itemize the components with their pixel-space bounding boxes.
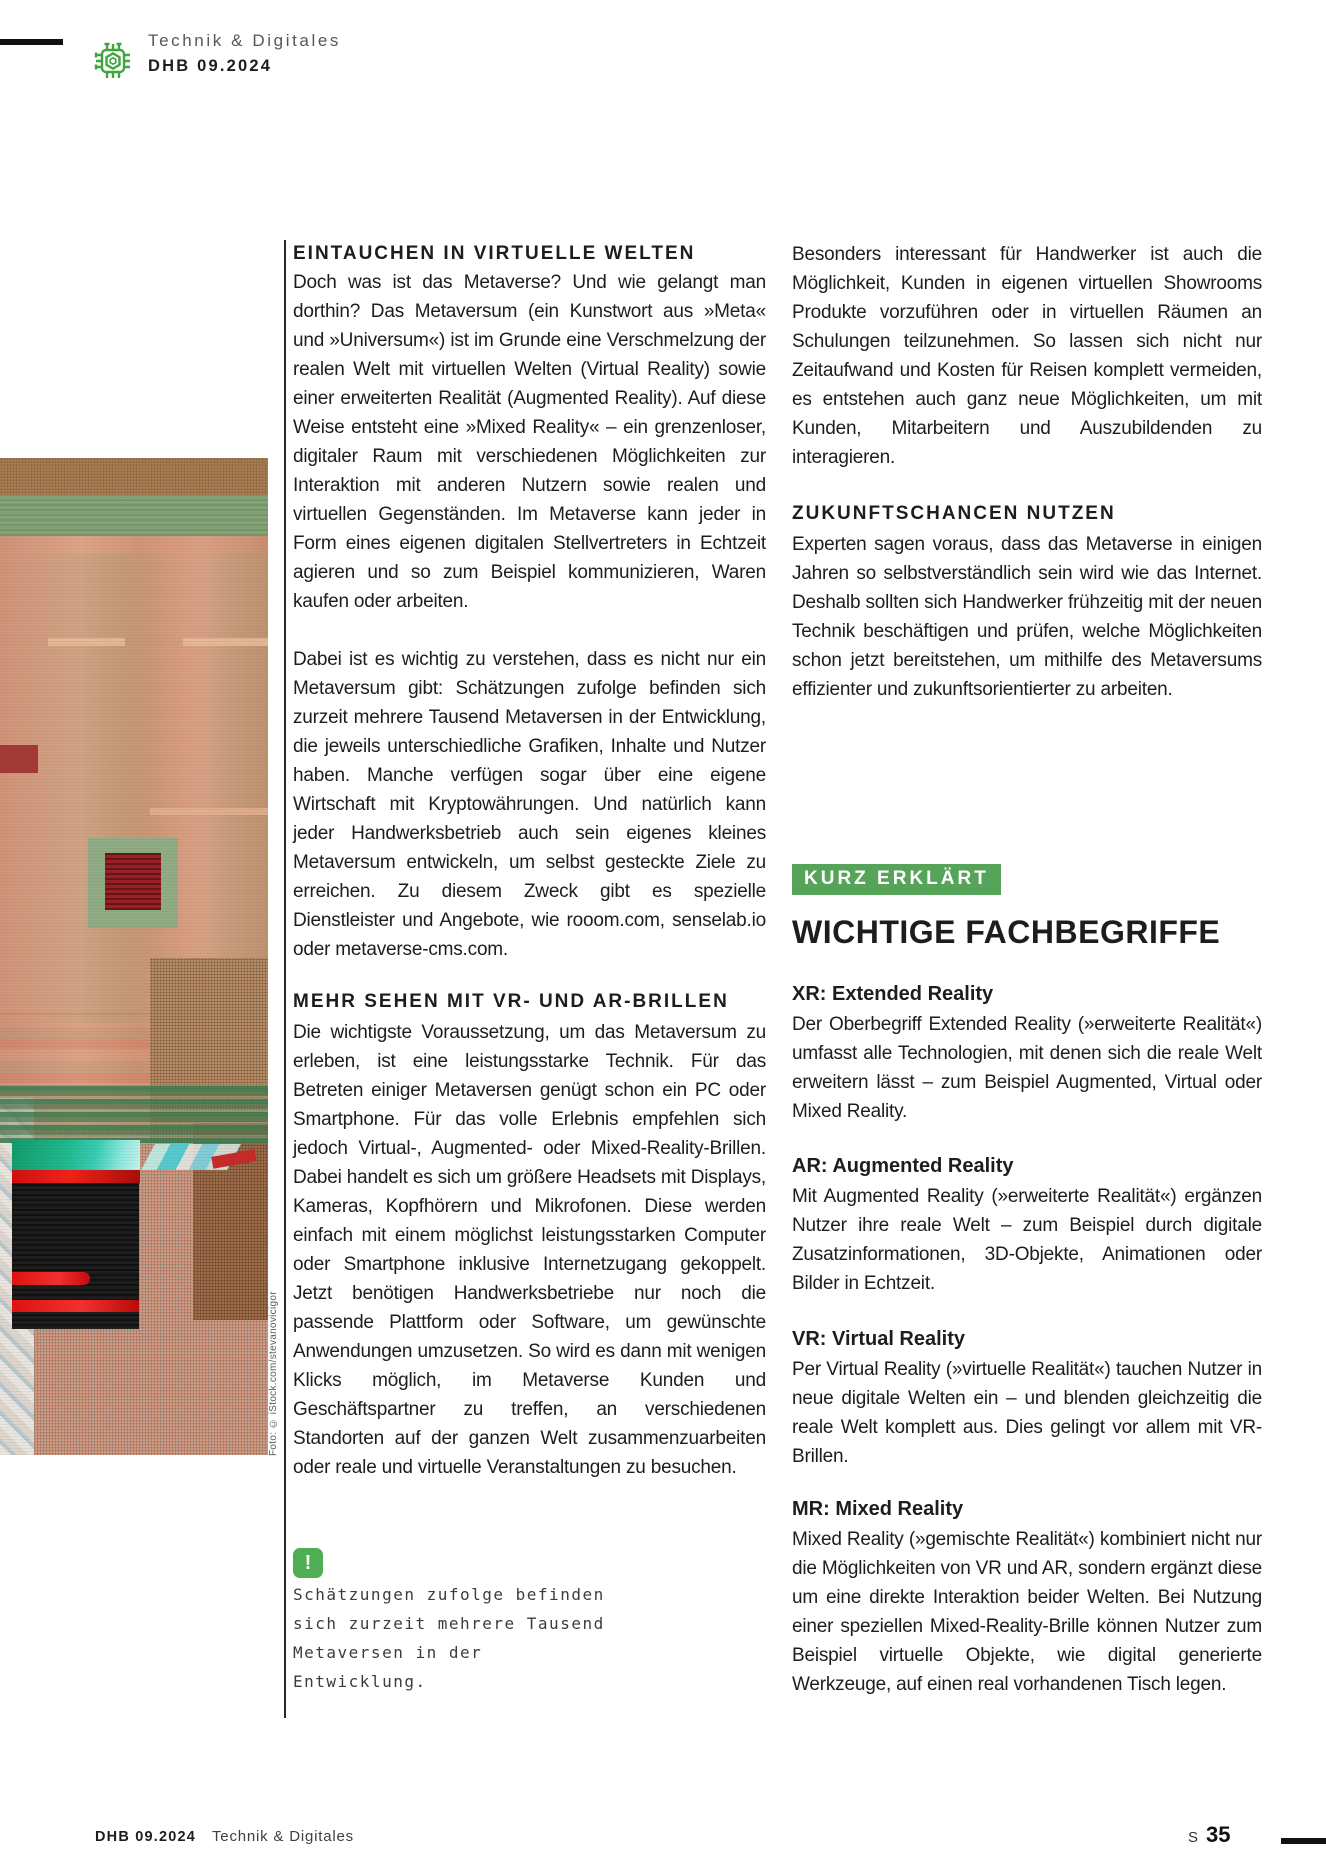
term-body-ar: Mit Augmented Reality (»erweiterte Realität«) ergänzen Nutzer ihre reale Welt – zum Beispiel durch digitale Zusatzinformationen, 3D-Objekte, Animationen oder Bilder in Echtzeit.: [792, 1186, 1262, 1294]
paragraph-vr-ar-brillen: Die wichtigste Voraussetzung, um das Metaversum zu erleben, ist eine leistungsstarke Technik. Für das Betreten einiger Metaversen genügt schon ein PC oder Smartphone. Für das volle Erlebnis empfehlen sich jedoch Virtual-, Augmented- oder Mixed-Reality-Brillen. Dabei handelt es sich um größere Headsets mit Displays, Kameras, Kopfhörern und Mikrofonen. Diese werden einfach mit einem möglichst leistungsstarken Computer oder Smartphone inklusive Internetzugang gekoppelt. Jetzt benötigen Handwerksbetriebe nur noch die passende Plattform oder Software, um gewünschte Anwendungen umzusetzen. So wird es dann mit wenigen Klicks möglich, im Metaverse Kunden und Geschäftspartner zu treffen, an verschiedenen Standorten auf der ganzen Welt zusammenzuarbeiten oder reale und virtuelle Veranstaltungen zu besuchen.: [293, 1022, 766, 1478]
paragraph-experten: Experten sagen voraus, dass das Metaverse in einigen Jahren so selbstverständlich sein wird wie das Internet. Deshalb sollten sich Handwerker frühzeitig mit der neuen Technik beschäftigen und prüfen, welche Möglichkeiten schon jetzt bereitstehen, um mithilfe des Metaversums effizienter und zukunftsorientierter zu arbeiten.: [792, 534, 1262, 700]
column-rule: [284, 240, 286, 1718]
photo-credit: Foto: © iStock.com/stevanovicigor: [268, 1291, 279, 1456]
kurz-erklaert-badge: KURZ ERKLÄRT: [792, 864, 1001, 895]
heading-zukunftschancen: ZUKUNFTSCHANCEN NUTZEN: [792, 503, 1116, 524]
term-title-ar: AR: Augmented Reality: [792, 1155, 1014, 1177]
footer-issue: DHB 09.2024: [95, 1829, 197, 1845]
term-body-vr: Per Virtual Reality (»virtuelle Realität«) tauchen Nutzer in neue digitale Welten ein – und blenden gleichzeitig die reale Welt komplett aus. Dies gelingt vor allem mit VR-Brillen.: [792, 1359, 1262, 1467]
term-body-xr: Der Oberbegriff Extended Reality (»erweiterte Realität«) umfasst alle Technologien, mit denen sich die reale Welt erweitern lässt – zum Beispiel Augmented, Virtual oder Mixed Reality.: [792, 1014, 1262, 1122]
heading-fachbegriffe: WICHTIGE FACHBEGRIFFE: [792, 914, 1221, 950]
exclamation-icon: !: [293, 1548, 323, 1578]
artwork-image: [0, 458, 268, 1455]
artwork-layer-scanlines: [0, 458, 268, 1455]
footer-section: Technik & Digitales: [212, 1828, 354, 1845]
term-title-vr: VR: Virtual Reality: [792, 1328, 966, 1350]
microchip-icon: [92, 40, 134, 82]
header-accent-bar: [0, 39, 63, 45]
paragraph-metaverse-intro: Doch was ist das Metaverse? Und wie gelangt man dorthin? Das Metaversum (ein Kunstwort aus »Meta« und »Universum«) ist im Grunde eine Verschmelzung der realen Welt mit virtuellen Welten (Virtual Reality) sowie einer erweiterten Realität (Augmented Reality). Auf diese Weise entsteht eine »Mixed Reality« – ein grenzenloser, digitaler Raum mit verschiedenen Möglichkeiten zur Interaktion mit anderen Nutzern sowie realen und virtuellen Gegenständen. Im Metaverse kann jeder in Form eines eigenen digitalen Stellvertreters in Echtzeit agieren und so zum Beispiel kommunizieren, Waren kaufen oder arbeiten.: [293, 272, 766, 612]
paragraph-showrooms: Besonders interessant für Handwerker ist auch die Möglichkeit, Kunden in eigenen virtuellen Showrooms Produkte vorzuführen oder in virtuellen Räumen an Schulungen teilzunehmen. So lassen sich nicht nur Zeitaufwand und Kosten für Reisen komplett vermeiden, es entstehen auch ganz neue Möglichkeiten, um mit Kunden, Mitarbeitern und Auszubildenden zu interagieren.: [792, 244, 1262, 468]
kurz-erklaert-badge-wrap: [792, 864, 1262, 895]
heading-eintauchen: EINTAUCHEN IN VIRTUELLE WELTEN: [293, 243, 696, 264]
paragraph-metaversen-anzahl: Dabei ist es wichtig zu verstehen, dass es nicht nur ein Metaversum gibt: Schätzungen zufolge befinden sich zurzeit mehrere Tausend Metaversen in der Entwicklung, die jeweils unterschiedliche Grafiken, Inhalte und Nutzer haben. Manche verfügen sogar über eine eigene Wirtschaft mit Kryptowährungen. Und natürlich kann jeder Handwerksbetrieb auch sein eigenes kleines Metaversum entwickeln, um selbst gesteckte Ziele zu erreichen. Zu diesem Zweck gibt es spezielle Dienstleister und Angebote, wie rooom.com, senselab.io oder metaverse-cms.com.: [293, 649, 766, 960]
heading-mehr-sehen: MEHR SEHEN MIT VR- UND AR-BRILLEN: [293, 991, 729, 1012]
term-body-mr: Mixed Reality (»gemischte Realität«) kombiniert nicht nur die Möglichkeiten von VR und AR, sondern ergänzt diese um eine direkte Interaktion beider Welten. Bei Nutzung einer speziellen Mixed-Reality-Brille können Nutzer zum Beispiel virtuelle Objekte, wie digital generierte Werkzeuge, auf einen real vorhandenen Tisch legen.: [792, 1529, 1262, 1695]
issue-label: DHB 09.2024: [148, 57, 273, 75]
section-kicker: Technik & Digitales: [148, 31, 342, 50]
term-title-mr: MR: Mixed Reality: [792, 1498, 964, 1520]
footer-page-prefix: S: [1188, 1829, 1200, 1846]
callout-quote: Schätzungen zufolge befinden sich zurzeit mehrere Tausend Metaversen in der Entwicklung.: [293, 1585, 605, 1691]
footer-accent-bar: [1281, 1838, 1326, 1844]
footer-page-number: 35: [1206, 1822, 1231, 1847]
footer-page: [1188, 1822, 1231, 1848]
term-title-xr: XR: Extended Reality: [792, 983, 994, 1005]
